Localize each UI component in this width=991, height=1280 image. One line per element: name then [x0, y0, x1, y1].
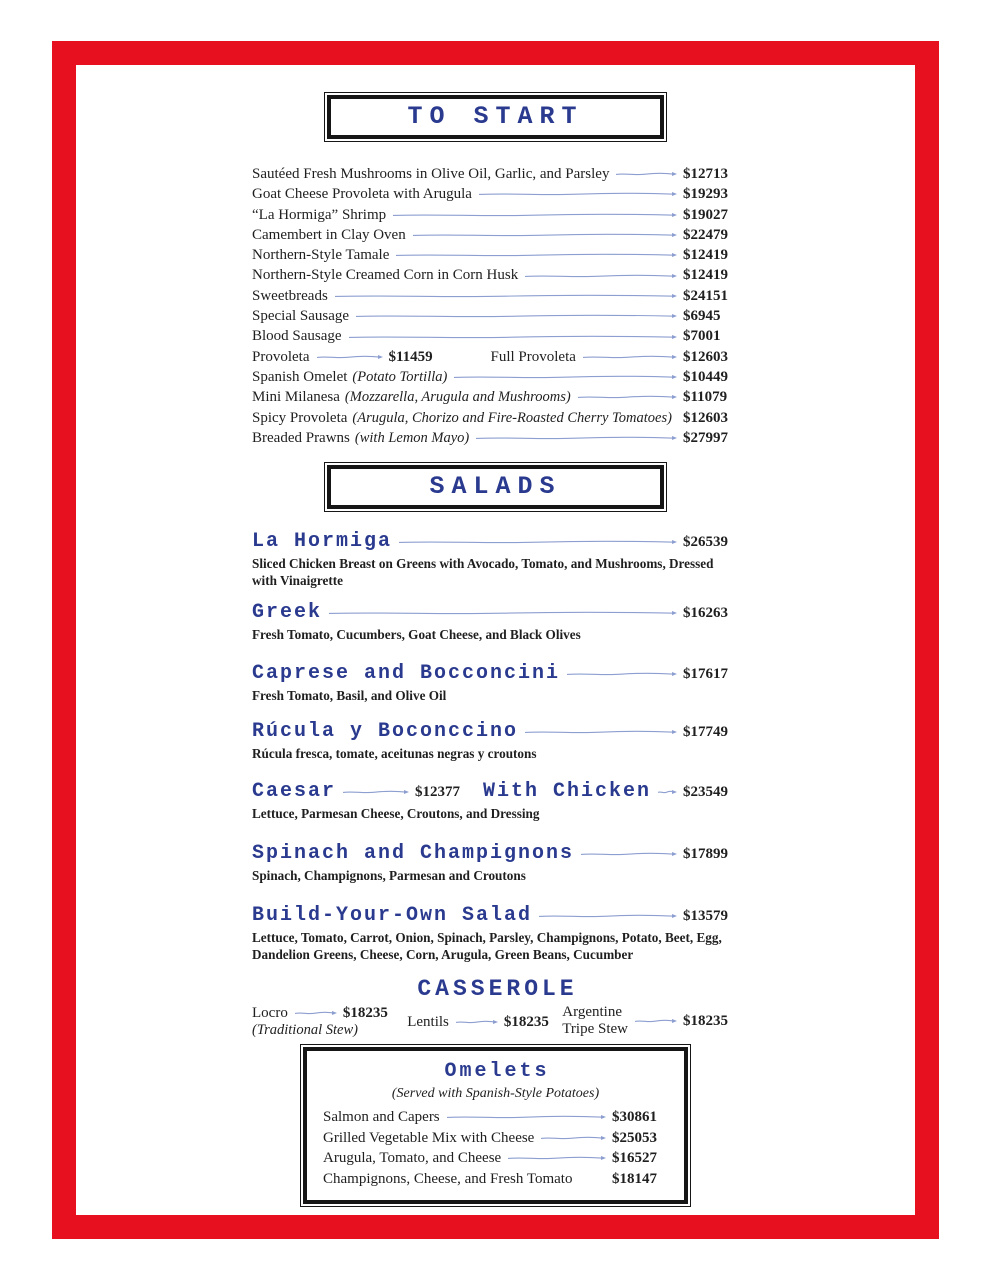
salad-description: Fresh Tomato, Basil, and Olive Oil [252, 688, 447, 704]
menu-item [252, 428, 739, 448]
item-price: $25053 [612, 1129, 657, 1146]
item-name: Sautéed Fresh Mushrooms in Olive Oil, Garlic, and Parsley [252, 166, 610, 182]
salad-name: Rúcula y Boconccino [252, 720, 519, 744]
leader-line [399, 538, 675, 546]
salad-item-caesar [252, 780, 739, 822]
item-name: Northern-Style Creamed Corn in Corn Husk [252, 267, 519, 284]
menu-item [323, 1169, 668, 1190]
to-start-items [252, 164, 739, 448]
item-price: $22479 [683, 226, 728, 243]
item-name: “La Hormiga” Shrimp [252, 206, 387, 223]
casserole-entry [407, 1013, 560, 1031]
item-note: (Arugula, Chorizo and Fire-Roasted Cherry Tomatoes) [352, 409, 672, 426]
menu-item [323, 1148, 668, 1169]
item-price: $18235 [342, 1005, 388, 1022]
salads-title-box [327, 465, 664, 509]
casserole-item [252, 1004, 399, 1038]
salad-item [252, 601, 739, 643]
salad-description: Fresh Tomato, Cucumbers, Goat Cheese, and Black Olives [252, 627, 581, 643]
menu-item [252, 265, 739, 285]
leader-line [393, 211, 675, 219]
item-name: Breaded Prawns (with Lemon Mayo) [252, 429, 470, 446]
casserole-entry [252, 1004, 399, 1022]
menu-item [323, 1107, 668, 1128]
item-name: Provoleta [252, 348, 310, 365]
menu-item [252, 164, 739, 184]
salad-item [252, 530, 739, 589]
item-price: $17749 [683, 724, 728, 741]
item-price: $11459 [388, 348, 433, 365]
item-price: $19027 [683, 206, 728, 223]
menu-item [252, 286, 739, 306]
item-price: $12603 [683, 348, 728, 365]
salad-name: With Chicken [483, 780, 652, 804]
item-price: $30861 [612, 1109, 657, 1126]
salad-description: Rúcula fresca, tomate, aceitunas negras y croutons [252, 746, 537, 762]
leader-line [476, 434, 675, 442]
casserole-title: CASSEROLE [417, 976, 578, 1003]
menu-item [252, 184, 739, 204]
leader-line [525, 728, 675, 736]
item-price: $19293 [683, 186, 728, 203]
leader-line [508, 1154, 604, 1162]
salad-name: Build-Your-Own Salad [252, 904, 533, 928]
item-name: Salmon and Capers [323, 1109, 440, 1126]
item-price: $27997 [683, 429, 728, 446]
menu-item [323, 1128, 668, 1149]
item-price: $11079 [683, 389, 728, 406]
menu-item [252, 306, 739, 326]
item-name: Lentils [407, 1014, 449, 1031]
leader-line [335, 292, 675, 300]
item-price: $17899 [683, 846, 728, 863]
item-name: Spanish Omelet (Potato Tortilla) [252, 368, 448, 385]
leader-line [343, 788, 407, 796]
casserole-item [562, 1004, 739, 1038]
item-price: $10449 [683, 368, 728, 385]
menu-item [252, 367, 739, 387]
salad-name: Spinach and Champignons [252, 842, 575, 866]
item-name: Camembert in Clay Oven [252, 226, 406, 243]
item-note: (Mozzarella, Arugula and Mushrooms) [344, 389, 571, 406]
omelets-box [303, 1047, 688, 1204]
leader-line [541, 1134, 604, 1142]
menu-item [252, 387, 739, 407]
salads-items [252, 530, 739, 963]
menu-content [0, 65, 991, 1204]
item-price: $16527 [612, 1150, 657, 1167]
item-price: $7001 [683, 328, 721, 345]
menu-column [252, 95, 739, 1204]
item-price: $26539 [683, 534, 728, 551]
item-name: Arugula, Tomato, and Cheese [323, 1150, 502, 1167]
item-name: Mini Milanesa (Mozzarella, Arugula and Mushrooms) [252, 389, 571, 406]
item-name: Special Sausage [252, 308, 350, 325]
item-price: $12419 [683, 247, 728, 264]
casserole-items [252, 1004, 739, 1038]
leader-line [295, 1009, 335, 1017]
leader-line [447, 1113, 604, 1121]
leader-line [581, 850, 675, 858]
menu-item [252, 326, 739, 346]
item-price: $18147 [612, 1170, 657, 1187]
leader-line [525, 272, 675, 280]
leader-line [413, 231, 675, 239]
salad-row [252, 842, 739, 866]
leader-line [454, 373, 675, 381]
omelets-subtitle: (Served with Spanish-Style Potatoes) [391, 1086, 600, 1102]
salad-row [252, 662, 739, 686]
salad-name: La Hormiga [252, 530, 393, 554]
menu-item [252, 205, 739, 225]
item-price: $16263 [683, 605, 728, 622]
leader-line [583, 353, 675, 361]
leader-line [349, 333, 675, 341]
item-name: Locro [252, 1005, 288, 1022]
leader-line [616, 170, 675, 178]
menu-item [252, 245, 739, 265]
menu-item-dual [252, 347, 739, 367]
leader-line [567, 670, 675, 678]
menu-item [252, 225, 739, 245]
leader-line [356, 312, 675, 320]
salad-description: Spinach, Champignons, Parmesan and Croutons [252, 868, 526, 884]
leader-line [456, 1018, 496, 1026]
item-note: (Traditional Stew) [252, 1022, 358, 1039]
omelets-items [323, 1107, 668, 1189]
item-name: Goat Cheese Provoleta with Arugula [252, 186, 472, 203]
casserole-item [407, 1013, 560, 1038]
leader-line [317, 353, 381, 361]
item-name: Grilled Vegetable Mix with Cheese [323, 1129, 535, 1146]
item-price: $18235 [683, 1012, 728, 1029]
salad-item [252, 662, 739, 704]
salad-row [252, 601, 739, 625]
item-name: Blood Sausage [252, 328, 342, 345]
to-start-title-box [327, 95, 664, 139]
item-name: Argentine Tripe Stew [562, 1004, 628, 1038]
salad-description: Lettuce, Parmesan Cheese, Croutons, and Dressing [252, 806, 540, 822]
leader-line [329, 609, 675, 617]
salad-name: Caprese and Bocconcini [252, 662, 561, 686]
leader-line [479, 190, 675, 198]
item-price: $24151 [683, 287, 728, 304]
item-price: $17617 [683, 666, 728, 683]
item-name: Sweetbreads [252, 287, 328, 304]
item-price: $13579 [683, 908, 728, 925]
leader-line [396, 251, 675, 259]
item-name: Northern-Style Tamale [252, 247, 390, 264]
salad-row [252, 720, 739, 744]
leader-line [539, 912, 675, 920]
salad-description: Sliced Chicken Breast on Greens with Avocado, Tomato, and Mushrooms, Dressed with Vinaigrette [252, 556, 714, 589]
salad-name: Caesar [252, 780, 337, 804]
item-price: $23549 [683, 784, 728, 801]
item-name: Champignons, Cheese, and Fresh Tomato [323, 1170, 573, 1187]
item-price: $6945 [683, 308, 721, 325]
to-start-title: TO START [407, 102, 584, 131]
salad-row [252, 530, 739, 554]
leader-line [578, 393, 675, 401]
item-price: $18235 [503, 1014, 549, 1031]
item-note: (Potato Tortilla) [352, 368, 448, 385]
menu-item [252, 408, 739, 428]
omelets-title: Omelets [444, 1060, 550, 1084]
item-price: $12713 [683, 166, 728, 182]
salad-item [252, 720, 739, 762]
item-name: Full Provoleta [490, 348, 576, 365]
salad-row [252, 780, 739, 804]
item-price: $12603 [683, 409, 728, 426]
item-note: (with Lemon Mayo) [354, 429, 470, 446]
salads-title: SALADS [429, 472, 562, 502]
leader-line [635, 1017, 675, 1025]
salad-description: Lettuce, Tomato, Carrot, Onion, Spinach, Parsley, Champignons, Potato, Beet, Egg, Dandelion Greens, Cheese, Corn, Arugula, Green Beans, Cucumber [252, 930, 722, 963]
item-name: Spicy Provoleta (Arugula, Chorizo and Fire-Roasted Cherry Tomatoes) [252, 409, 672, 426]
item-price: $12419 [683, 267, 728, 284]
item-price: $12377 [415, 784, 461, 801]
salad-item [252, 904, 739, 963]
salad-name: Greek [252, 601, 323, 625]
salad-row [252, 904, 739, 928]
leader-line [658, 788, 675, 796]
salad-item [252, 842, 739, 884]
